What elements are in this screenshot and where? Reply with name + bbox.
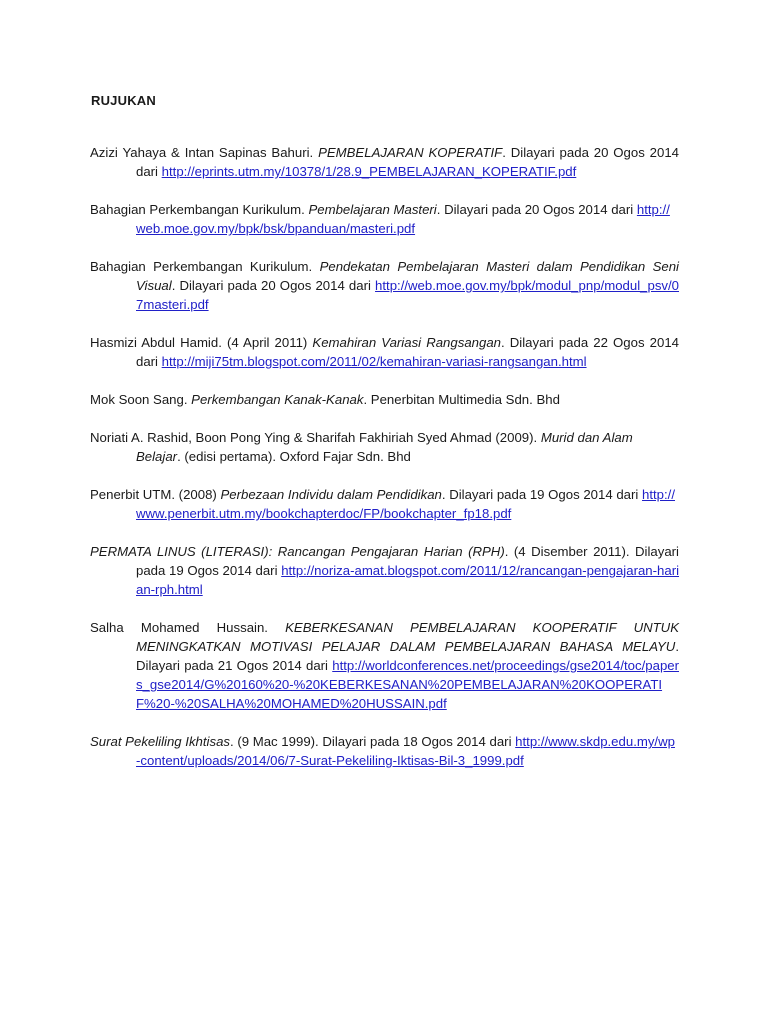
- reference-author: Hasmizi Abdul Hamid. (4 April 2011): [90, 335, 313, 351]
- reference-author: Salha Mohamed Hussain.: [90, 620, 286, 636]
- reference-link[interactable]: http://worldconferences.net/proceedings/gse2014/toc/papers_gse2014/G%20160%20-%20KEBERKESANAN%20PEMBELAJARAN%20KOOPERATIF%20-%20SALHA%20MOHAMED%20HUSSAIN.pdf: [136, 658, 679, 712]
- reference-details: . Dilayari pada 19 Ogos 2014 dari: [441, 487, 643, 503]
- reference-link[interactable]: http://www.skdp.edu.my/wp-content/uploads/2014/06/7-Surat-Pekeliling-Iktisas-Bil-3_1999.pdf: [136, 734, 675, 769]
- reference-title: Murid dan Alam Belajar: [136, 430, 633, 465]
- reference-link[interactable]: http://eprints.utm.my/10378/1/28.9_PEMBELAJARAN_KOPERATIF.pdf: [161, 164, 577, 180]
- reference-author: Penerbit UTM. (2008): [90, 487, 221, 503]
- reference-title: Kemahiran Variasi Rangsangan: [312, 335, 501, 351]
- reference-link[interactable]: http://noriza-amat.blogspot.com/2011/12/rancangan-pengajaran-harian-rph.html: [136, 563, 680, 598]
- reference-title: Perkembangan Kanak-Kanak: [191, 392, 364, 408]
- reference-link[interactable]: http://web.moe.gov.my/bpk/bsk/bpanduan/masteri.pdf: [136, 202, 670, 237]
- reference-link[interactable]: http://www.penerbit.utm.my/bookchapterdoc/FP/bookchapter_fp18.pdf: [136, 487, 676, 522]
- reference-entry: [90, 143, 679, 181]
- reference-entry: [90, 428, 679, 466]
- reference-author: Bahagian Perkembangan Kurikulum.: [90, 202, 309, 218]
- reference-details: . Dilayari pada 20 Ogos 2014 dari: [436, 202, 637, 218]
- reference-list: [90, 130, 679, 789]
- reference-entry: [90, 618, 679, 713]
- reference-details: . Penerbitan Multimedia Sdn. Bhd: [363, 392, 560, 408]
- reference-entry: [90, 390, 679, 409]
- reference-author: Noriati A. Rashid, Boon Pong Ying & Sharifah Fakhiriah Syed Ahmad (2009).: [90, 430, 541, 446]
- reference-entry: [90, 257, 679, 314]
- reference-title: PEMBELAJARAN KOPERATIF: [318, 145, 503, 161]
- reference-title: KEBERKESANAN PEMBELAJARAN KOOPERATIF UNTUK MENINGKATKAN MOTIVASI PELAJAR DALAM PEMBELAJARAN BAHASA MELAYU: [136, 620, 679, 655]
- reference-title: Pendekatan Pembelajaran Masteri dalam Pendidikan Seni Visual: [136, 259, 679, 294]
- reference-details: . Dilayari pada 22 Ogos 2014 dari: [136, 335, 679, 370]
- reference-details: . (edisi pertama). Oxford Fajar Sdn. Bhd: [177, 449, 411, 465]
- reference-details: . (4 Disember 2011). Dilayari pada 19 Ogos 2014 dari: [136, 544, 679, 579]
- reference-entry: [90, 200, 679, 238]
- reference-author: Mok Soon Sang.: [90, 392, 192, 408]
- reference-link[interactable]: http://web.moe.gov.my/bpk/modul_pnp/modul_psv/07masteri.pdf: [136, 278, 679, 313]
- reference-entry: [90, 542, 679, 599]
- reference-link[interactable]: http://miji75tm.blogspot.com/2011/02/kemahiran-variasi-rangsangan.html: [161, 354, 587, 370]
- reference-entry: [90, 485, 679, 523]
- reference-entry: [90, 732, 679, 770]
- reference-title: PERMATA LINUS (LITERASI): Rancangan Pengajaran Harian (RPH): [90, 544, 505, 560]
- reference-title: Perbezaan Individu dalam Pendidikan: [220, 487, 442, 503]
- page-title: RUJUKAN: [91, 93, 156, 108]
- reference-details: . Dilayari pada 20 Ogos 2014 dari: [171, 278, 376, 294]
- reference-entry: [90, 333, 679, 371]
- reference-details: . Dilayari pada 21 Ogos 2014 dari: [136, 639, 679, 674]
- reference-title: Surat Pekeliling Ikhtisas: [90, 734, 231, 750]
- reference-title: Pembelajaran Masteri: [308, 202, 437, 218]
- reference-author: Azizi Yahaya & Intan Sapinas Bahuri.: [90, 145, 319, 161]
- reference-details: . Dilayari pada 20 Ogos 2014 dari: [136, 145, 679, 180]
- reference-details: . (9 Mac 1999). Dilayari pada 18 Ogos 2014 dari: [230, 734, 516, 750]
- reference-author: Bahagian Perkembangan Kurikulum.: [90, 259, 320, 275]
